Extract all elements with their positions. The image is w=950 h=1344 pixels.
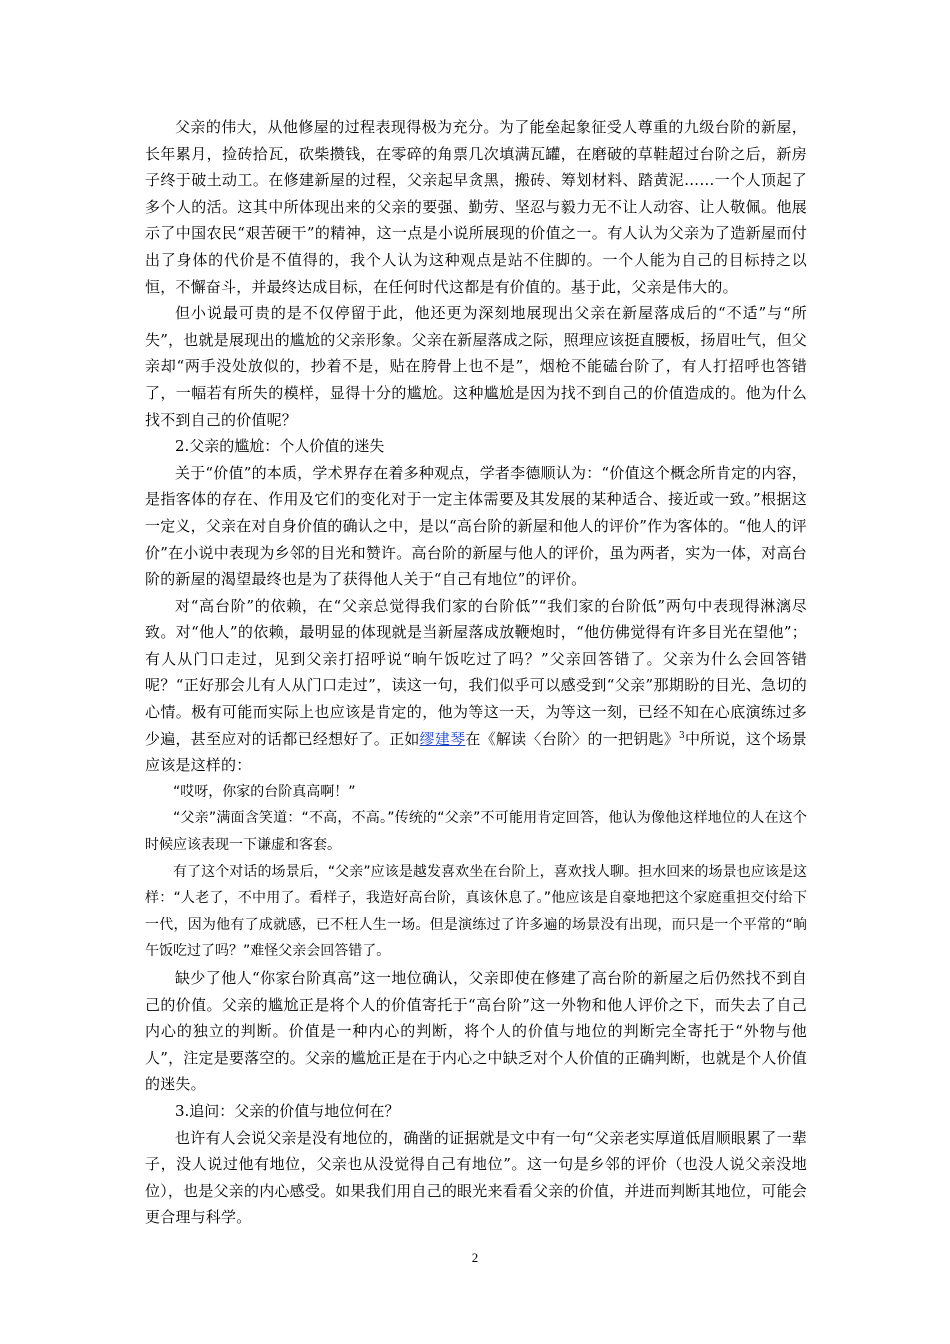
quote-line-2: “父亲”满面含笑道：“不高，不高。”传统的“父亲”不可能用肯定回答，他认为像他这样地位的人在这个时候应该表现一下谦虚和客套。 [145,810,807,854]
paragraph-status: 也许有人会说父亲是没有地位的，确凿的证据就是文中有一句“父亲老实厚道低眉顺眼累了一辈子，没人说过他有地位，父亲也从没觉得自己有地位”。这一句是乡邻的评价（也没人说父亲没地位），也是父亲的内心感受。如果我们用自己的眼光来看看父亲的价值，并进而判断其地位，可能会更合理与科学。 [145,1128,807,1227]
paragraph-reliance-text-a: 对“高台阶”的依赖，在“父亲总觉得我们家的台阶低”“我们家的台阶低”两句中表现得淋漓尽致。对“他人”的依赖，最明显的体现就是当新屋落成放鞭炮时，“他仿佛觉得有许多目光在望他”；有人从门口走过，见到父亲打招呼说“晌午饭吃过了吗？”父亲回答错了。父亲为什么会回答错呢？“正好那会儿有人从门口走过”，读这一句，我们似乎可以感受到“父亲”那期盼的目光、急切的心情。极有可能而实际上也应该是肯定的，他为等这一天，为等这一刻，已经不知在心底演练过多少遍，甚至应对的话都已经想好了。正如 [145,596,807,748]
quote-line-3: 有了这个对话的场景后，“父亲”应该是越发喜欢坐在台阶上，喜欢找人聊。担水回来的场景也应该是这样：“人老了，不中用了。看样子，我造好高台阶，真该休息了。”他应该是自豪地把这个家庭重担交付给下一代，因为他有了成就感，已不枉人生一场。但是演练过了许多遍的场景没有出现，而只是一个平常的“晌午饭吃过了吗？”难怪父亲会回答错了。 [145,863,807,960]
quote-line-1: “哎呀，你家的台阶真高啊！” [173,783,356,800]
page-number: 2 [471,1250,479,1265]
paragraph-value-definition: 关于“价值”的本质，学术界存在着多种观点，学者李德顺认为：“价值这个概念所肯定的内容，是指客体的存在、作用及它们的变化对于一定主体需要及其发展的某种适合、接近或一致。”根据这一定义，父亲在对自身价值的确认之中，是以“高台阶的新屋和他人的评价”作为客体的。“他人的评价”在小说中表现为乡邻的目光和赞许。高台阶的新屋与他人的评价，虽为两者，实为一体，对高台阶的新屋的渴望最终也是为了获得他人关于“自己有地位”的评价。 [145,463,808,589]
author-link[interactable]: 缪建琴 [419,729,466,748]
paragraph-father-greatness: 父亲的伟大，从他修屋的过程表现得极为充分。为了能垒起象征受人尊重的九级台阶的新屋，长年累月，捡砖拾瓦，砍柴攒钱，在零碎的角票几次填满瓦罐，在磨破的草鞋超过台阶之后，新房子终于破土动工。在修建新屋的过程，父亲起早贪黑，搬砖、筹划材料、踏黄泥……一个人顶起了多个人的活。这其中所体现出来的父亲的要强、勤劳、坚忍与毅力无不让人动容、让人敬佩。他展示了中国农民“艰苦硬干”的精神，这一点是小说所展现的价值之一。有人认为父亲为了造新屋而付出了身体的代价是不值得的，我个人认为这种观点是站不住脚的。一个人能为自己的目标持之以恒，不懈奋斗，并最终达成目标，在任何时代这都是有价值的。基于此，父亲是伟大的。 [145,118,807,296]
paragraph-reliance-text-c: 中所说，这个场景应该是这样的： [145,729,807,775]
paragraph-reliance [145,593,807,779]
paragraph-reliance-text-b: 在《解读〈台阶〉的一把钥匙》 [465,729,679,748]
footnote-marker: 3 [679,730,685,741]
paragraph-lost-value: 缺少了他人“你家台阶真高”这一地位确认，父亲即使在修建了高台阶的新屋之后仍然找不到自己的价值。父亲的尴尬正是将个人的价值寄托于“高台阶”这一外物和他人评价之下，而失去了自己内心的独立的判断。价值是一种内心的判断，将个人的价值与地位的判断完全寄托于“外物与他人”，注定是要落空的。父亲的尴尬正是在于内心之中缺乏对个人价值的正确判断，也就是个人价值的迷失。 [145,969,807,1094]
section-heading-2: 2.父亲的尴尬：个人价值的迷失 [175,437,385,456]
paragraph-father-awkwardness: 但小说最可贵的是不仅停留于此，他还更为深刻地展现出父亲在新屋落成后的“不适”与“所失”，也就是展现出的尴尬的父亲形象。父亲在新屋落成之际，照理应该挺直腰板，扬眉吐气，但父亲却“两手没处放似的，抄着不是，贴在胯骨上也不是”，烟枪不能磕台阶了，有人打招呼也答错了，一幅若有所失的模样，显得十分的尴尬。这种尴尬是因为找不到自己的价值造成的。他为什么找不到自己的价值呢？ [145,304,807,429]
section-heading-3: 3.追问：父亲的价值与地位何在？ [175,1101,400,1120]
document-body [145,114,807,1231]
